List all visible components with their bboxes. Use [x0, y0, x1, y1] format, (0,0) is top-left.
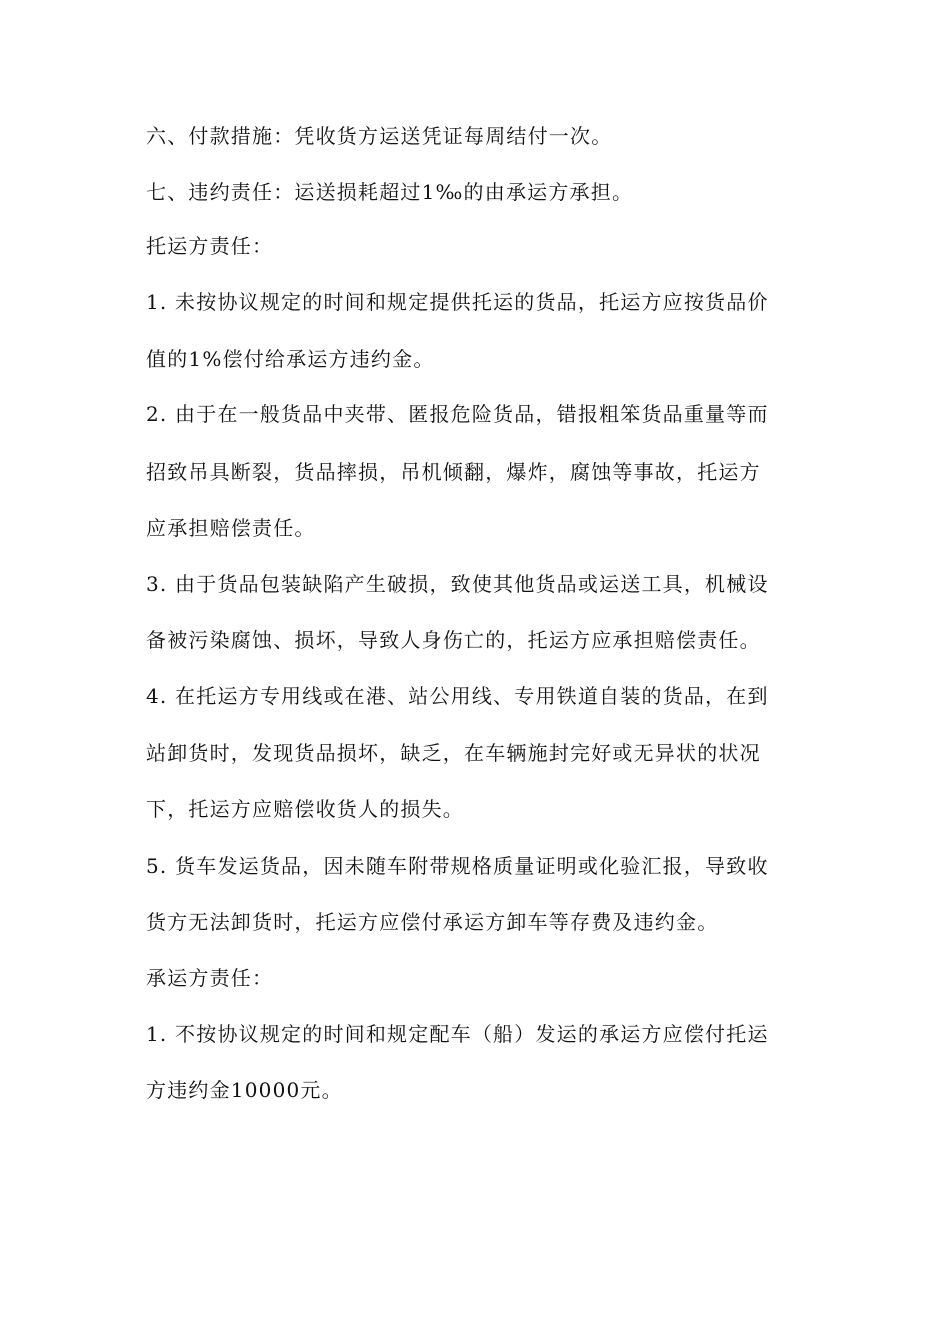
text-line: 值的1%偿付给承运方违约金。 [146, 347, 435, 371]
text-line: 六、付款措施：凭收货方运送凭证每周结付一次。 [146, 124, 613, 148]
text-line: 站卸货时，发现货品损坏，缺乏，在车辆施封完好或无异状的状况 [146, 741, 761, 765]
text-line: 方违约金10000元。 [146, 1078, 343, 1102]
text-line: 货方无法卸货时，托运方应偿付承运方卸车等存费及违约金。 [146, 910, 719, 934]
text-line: 5. 货车发运货品，因未随车附带规格质量证明或化验汇报，导致收 [146, 854, 769, 878]
text-line: 七、违约责任：运送损耗超过1‰的由承运方承担。 [146, 180, 634, 204]
text-line: 招致吊具断裂，货品摔损，吊机倾翻，爆炸，腐蚀等事故，托运方 [146, 460, 761, 484]
text-line: 下，托运方应赔偿收货人的损失。 [146, 797, 464, 821]
text-line: 1. 不按协议规定的时间和规定配车（船）发运的承运方应偿付托运 [146, 1022, 769, 1046]
text-line: 备被污染腐蚀、损坏，导致人身伤亡的，托运方应承担赔偿责任。 [146, 628, 761, 652]
text-line: 3. 由于货品包装缺陷产生破损，致使其他货品或运送工具，机械设 [146, 572, 769, 596]
section-heading: 承运方责任： [146, 966, 274, 990]
section-heading: 托运方责任： [146, 234, 274, 258]
text-line: 应承担赔偿责任。 [146, 516, 316, 540]
text-line: 4. 在托运方专用线或在港、站公用线、专用铁道自装的货品，在到 [146, 684, 769, 708]
text-line: 1. 未按协议规定的时间和规定提供托运的货品，托运方应按货品价 [146, 290, 769, 314]
text-line: 2. 由于在一般货品中夹带、匿报危险货品，错报粗笨货品重量等而 [146, 402, 769, 426]
